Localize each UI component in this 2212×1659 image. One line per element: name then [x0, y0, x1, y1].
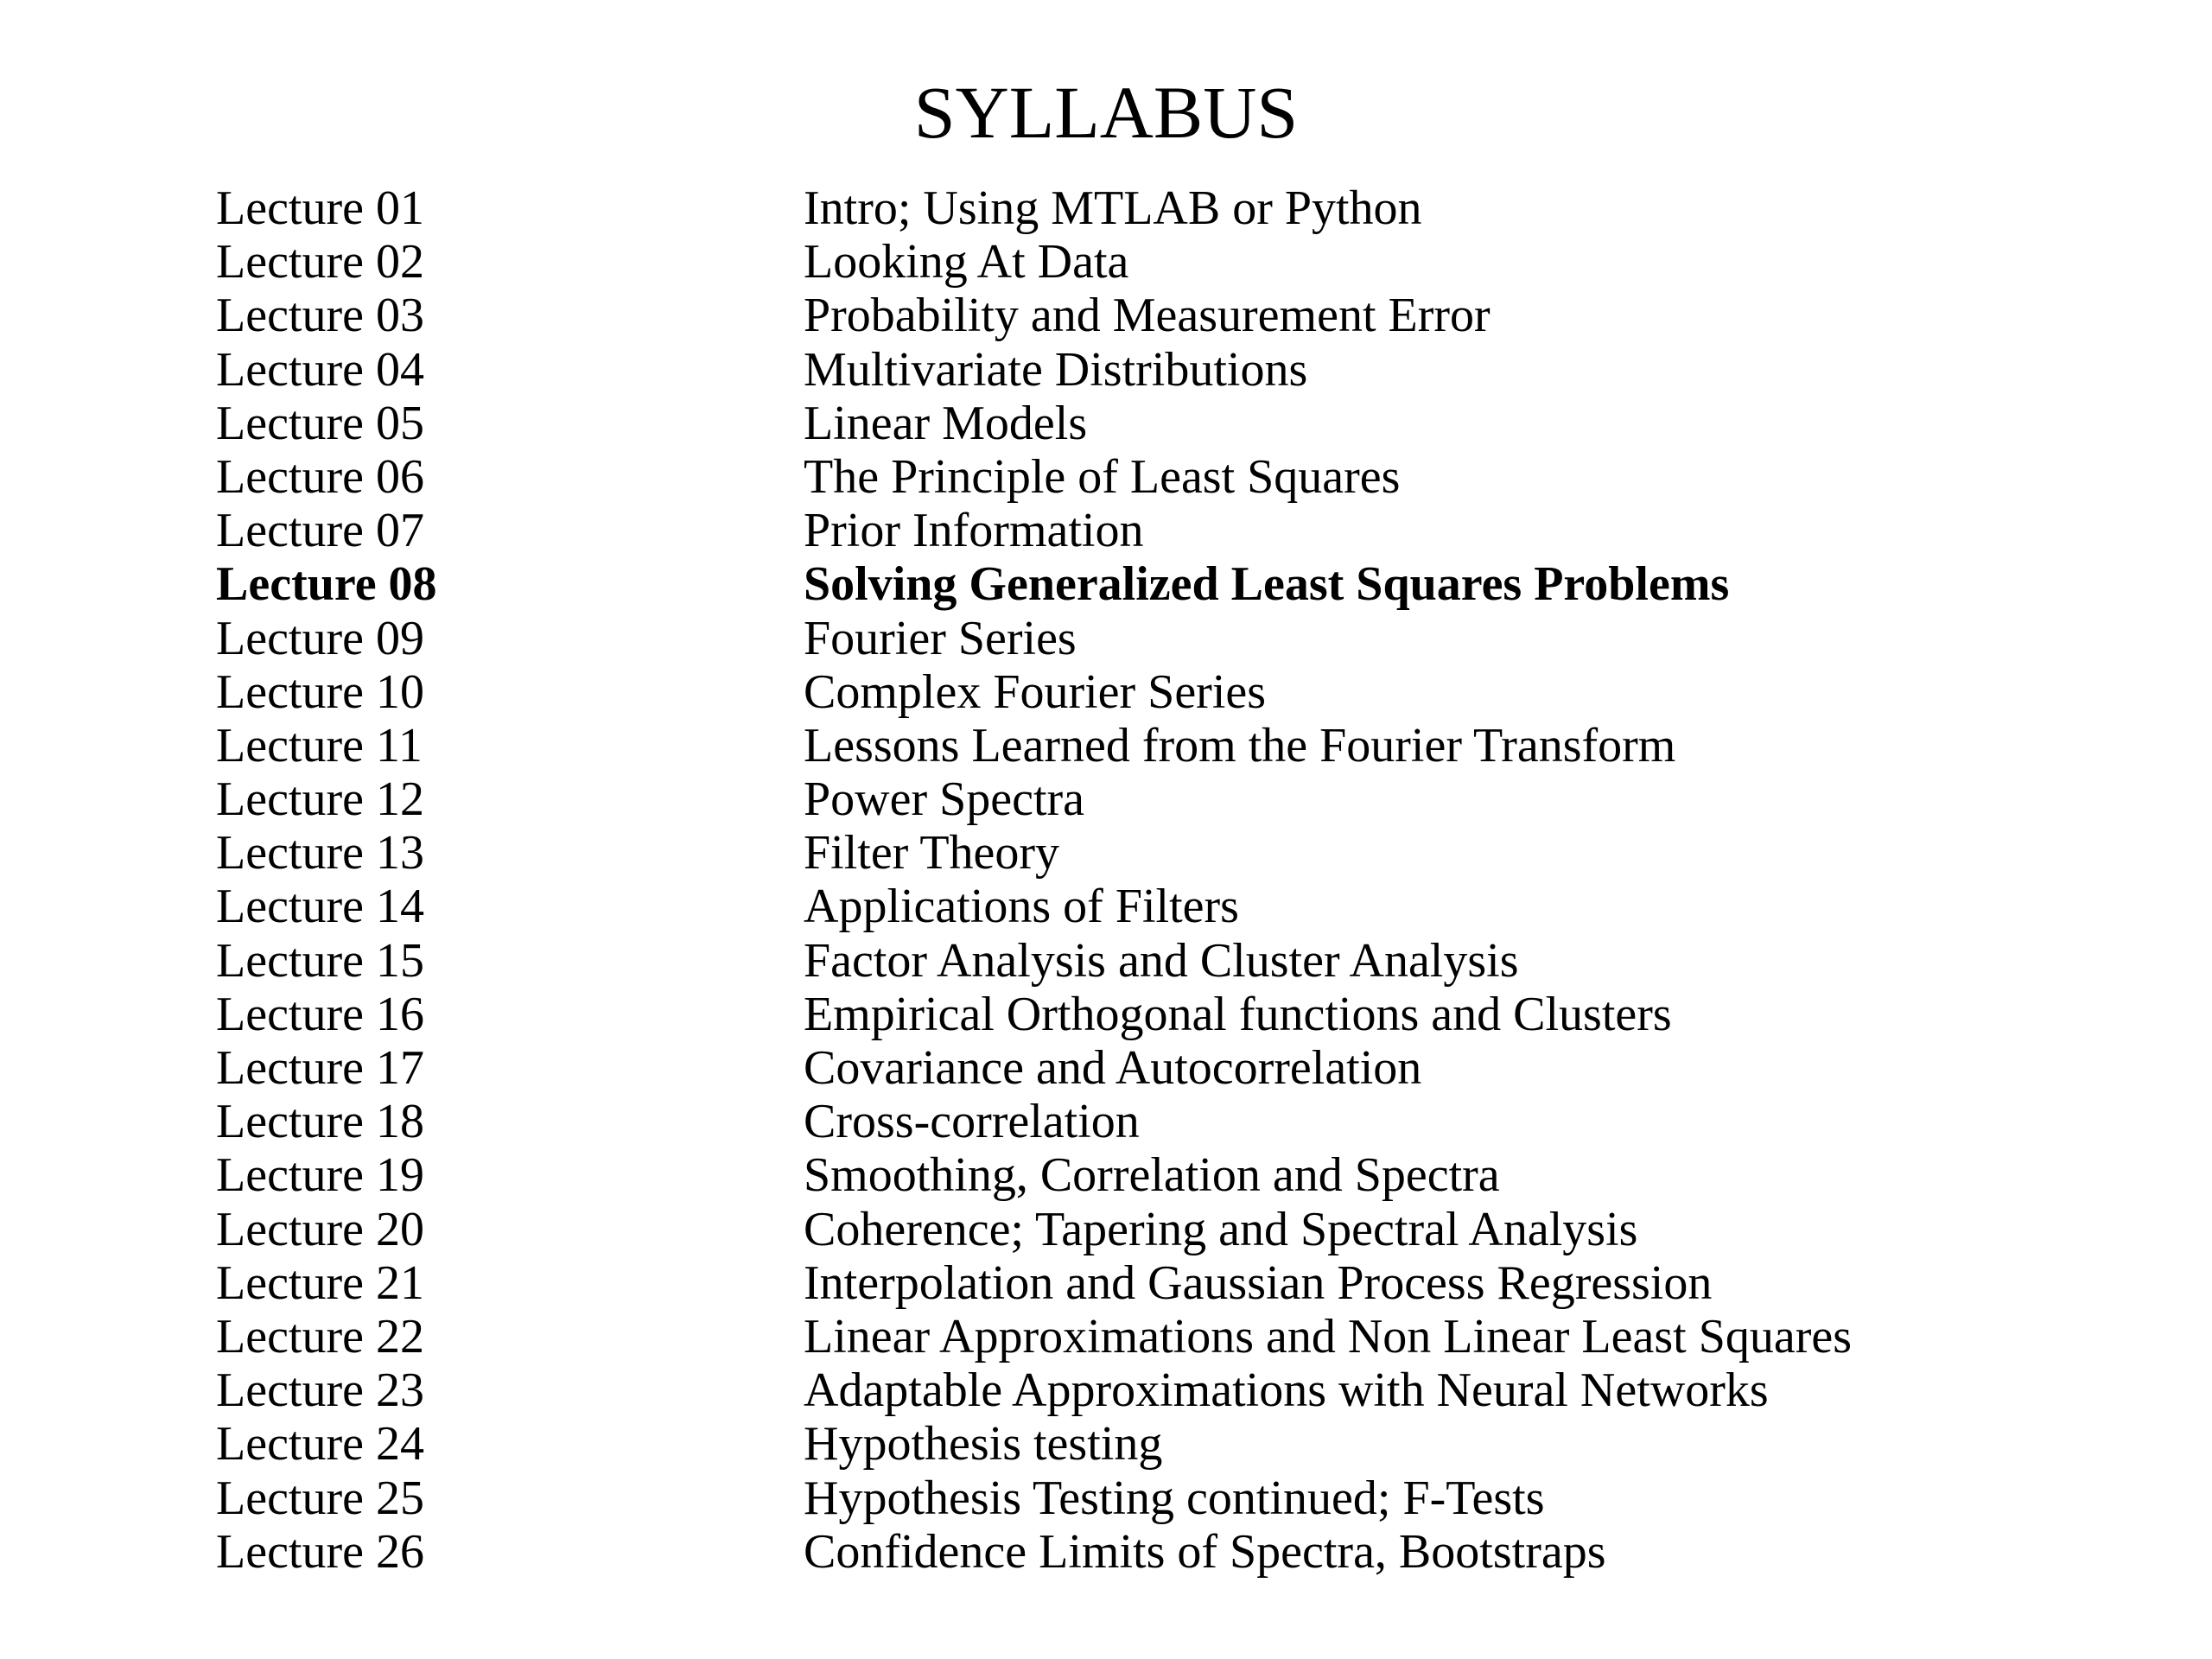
lecture-topic: Adaptable Approximations with Neural Networks [804, 1363, 1769, 1418]
lecture-topic: Linear Models [804, 396, 1088, 450]
lecture-number: Lecture 19 [216, 1148, 424, 1203]
lecture-row [216, 1310, 2160, 1363]
lecture-topic: Complex Fourier Series [804, 664, 1267, 719]
page-title: SYLLABUS [913, 71, 1299, 154]
lecture-topic: Fourier Series [804, 611, 1077, 665]
lecture-number: Lecture 02 [216, 235, 424, 289]
lecture-row [216, 988, 2160, 1041]
lecture-number: Lecture 14 [216, 880, 424, 934]
lecture-topic: Coherence; Tapering and Spectral Analysis [804, 1202, 1638, 1256]
lecture-topic: Cross-correlation [804, 1095, 1140, 1149]
lecture-topic: Factor Analysis and Cluster Analysis [804, 933, 1519, 988]
lecture-topic: Intro; Using MTLAB or Python [804, 181, 1422, 235]
lecture-row [216, 880, 2160, 933]
lecture-number: Lecture 08 [216, 557, 437, 612]
lecture-topic: Hypothesis Testing continued; F-Tests [804, 1471, 1545, 1525]
lecture-number: Lecture 13 [216, 826, 424, 880]
lecture-list [216, 181, 2160, 1579]
lecture-number: Lecture 15 [216, 933, 424, 988]
lecture-number: Lecture 20 [216, 1202, 424, 1256]
lecture-row [216, 181, 2160, 235]
lecture-row [216, 1095, 2160, 1148]
lecture-number: Lecture 06 [216, 449, 424, 504]
lecture-row [216, 1256, 2160, 1310]
lecture-row [216, 504, 2160, 557]
lecture-row [216, 1041, 2160, 1095]
lecture-topic: Linear Approximations and Non Linear Least Squares [804, 1309, 1852, 1363]
lecture-row [216, 934, 2160, 988]
lecture-row [216, 343, 2160, 397]
lecture-number: Lecture 26 [216, 1524, 424, 1579]
lecture-number: Lecture 12 [216, 772, 424, 827]
lecture-row [216, 289, 2160, 342]
lecture-number: Lecture 17 [216, 1041, 424, 1095]
lecture-topic: Solving Generalized Least Squares Problems [804, 557, 1730, 612]
lecture-row [216, 1471, 2160, 1525]
lecture-number: Lecture 22 [216, 1309, 424, 1363]
lecture-number: Lecture 23 [216, 1363, 424, 1418]
lecture-topic: Empirical Orthogonal functions and Clusters [804, 987, 1672, 1041]
lecture-row [216, 1363, 2160, 1417]
lecture-number: Lecture 07 [216, 504, 424, 558]
lecture-number: Lecture 03 [216, 289, 424, 343]
lecture-row [216, 665, 2160, 719]
lecture-topic: Probability and Measurement Error [804, 289, 1491, 343]
lecture-number: Lecture 04 [216, 342, 424, 397]
lecture-number: Lecture 11 [216, 718, 423, 772]
lecture-row [216, 719, 2160, 772]
lecture-number: Lecture 01 [216, 181, 424, 235]
lecture-number: Lecture 09 [216, 611, 424, 665]
lecture-topic: Multivariate Distributions [804, 342, 1308, 397]
lecture-topic: Confidence Limits of Spectra, Bootstraps [804, 1524, 1606, 1579]
lecture-row [216, 557, 2160, 611]
lecture-topic: Interpolation and Gaussian Process Regression [804, 1255, 1713, 1310]
lecture-row [216, 1148, 2160, 1202]
lecture-number: Lecture 10 [216, 664, 424, 719]
lecture-row [216, 1203, 2160, 1256]
lecture-number: Lecture 25 [216, 1471, 424, 1525]
lecture-topic: Smoothing, Correlation and Spectra [804, 1148, 1500, 1203]
lecture-topic: Covariance and Autocorrelation [804, 1041, 1422, 1095]
lecture-row [216, 772, 2160, 826]
lecture-row [216, 450, 2160, 504]
lecture-row [216, 612, 2160, 665]
lecture-topic: Looking At Data [804, 235, 1129, 289]
lecture-topic: Applications of Filters [804, 880, 1239, 934]
lecture-number: Lecture 21 [216, 1255, 424, 1310]
lecture-topic: Lessons Learned from the Fourier Transform [804, 718, 1676, 772]
lecture-topic: Prior Information [804, 504, 1144, 558]
lecture-topic: The Principle of Least Squares [804, 449, 1401, 504]
lecture-number: Lecture 16 [216, 987, 424, 1041]
lecture-row [216, 235, 2160, 289]
lecture-number: Lecture 05 [216, 396, 424, 450]
lecture-topic: Filter Theory [804, 826, 1060, 880]
lecture-row [216, 1417, 2160, 1471]
lecture-number: Lecture 18 [216, 1095, 424, 1149]
lecture-topic: Hypothesis testing [804, 1417, 1163, 1471]
lecture-row [216, 397, 2160, 450]
lecture-row [216, 826, 2160, 880]
lecture-topic: Power Spectra [804, 772, 1085, 827]
lecture-number: Lecture 24 [216, 1417, 424, 1471]
lecture-row [216, 1525, 2160, 1579]
